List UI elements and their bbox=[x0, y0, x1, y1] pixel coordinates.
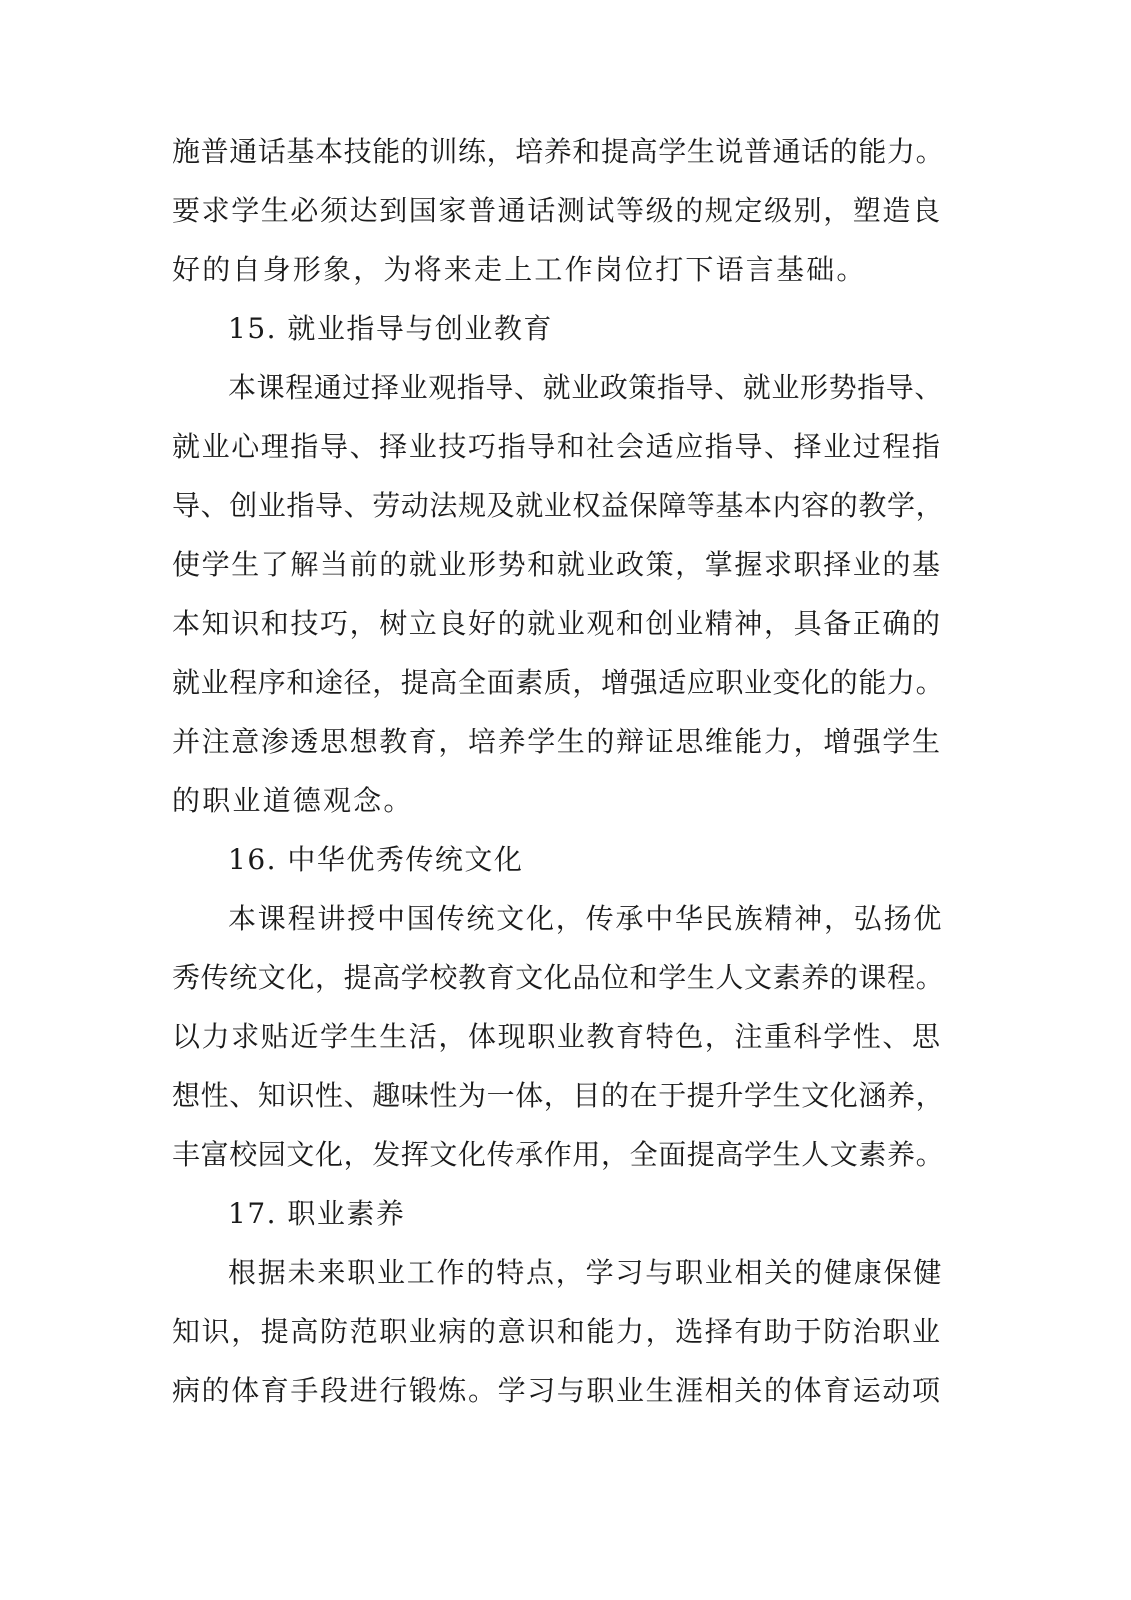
paragraph-line: 导、创业指导、劳动法规及就业权益保障等基本内容的教学， bbox=[172, 489, 945, 522]
paragraph-line: 病的体育手段进行锻炼。学习与职业生涯相关的体育运动项 bbox=[172, 1374, 942, 1407]
paragraph-line: 根据未来职业工作的特点，学习与职业相关的健康保健 bbox=[228, 1256, 944, 1289]
paragraph-line: 的职业道德观念。 bbox=[172, 784, 414, 817]
paragraph-line: 并注意渗透思想教育，培养学生的辩证思维能力，增强学生 bbox=[172, 725, 942, 758]
paragraph-line: 知识，提高防范职业病的意识和能力，选择有助于防治职业 bbox=[172, 1315, 942, 1348]
paragraph-line: 本知识和技巧，树立良好的就业观和创业精神，具备正确的 bbox=[172, 607, 942, 640]
intro-line: 施普通话基本技能的训练，培养和提高学生说普通话的能力。 bbox=[172, 135, 945, 168]
section-heading: 16. 中华优秀传统文化 bbox=[228, 843, 524, 876]
intro-line: 好的自身形象，为将来走上工作岗位打下语言基础。 bbox=[172, 253, 867, 286]
paragraph-line: 想性、知识性、趣味性为一体，目的在于提升学生文化涵养， bbox=[172, 1079, 945, 1112]
paragraph-line: 以力求贴近学生生活，体现职业教育特色，注重科学性、思 bbox=[172, 1020, 942, 1053]
paragraph-line: 本课程通过择业观指导、就业政策指导、就业形势指导、 bbox=[228, 371, 944, 404]
paragraph-line: 秀传统文化，提高学校教育文化品位和学生人文素养的课程。 bbox=[172, 961, 945, 994]
paragraph-line: 就业心理指导、择业技巧指导和社会适应指导、择业过程指 bbox=[172, 430, 942, 463]
section-heading: 15. 就业指导与创业教育 bbox=[228, 312, 553, 345]
paragraph-line: 丰富校园文化，发挥文化传承作用，全面提高学生人文素养。 bbox=[172, 1138, 945, 1171]
paragraph-line: 就业程序和途径，提高全面素质，增强适应职业变化的能力。 bbox=[172, 666, 945, 699]
intro-line: 要求学生必须达到国家普通话测试等级的规定级别，塑造良 bbox=[172, 194, 942, 227]
paragraph-line: 使学生了解当前的就业形势和就业政策，掌握求职择业的基 bbox=[172, 548, 942, 581]
paragraph-line: 本课程讲授中国传统文化，传承中华民族精神，弘扬优 bbox=[228, 902, 944, 935]
section-heading: 17. 职业素养 bbox=[228, 1197, 406, 1230]
